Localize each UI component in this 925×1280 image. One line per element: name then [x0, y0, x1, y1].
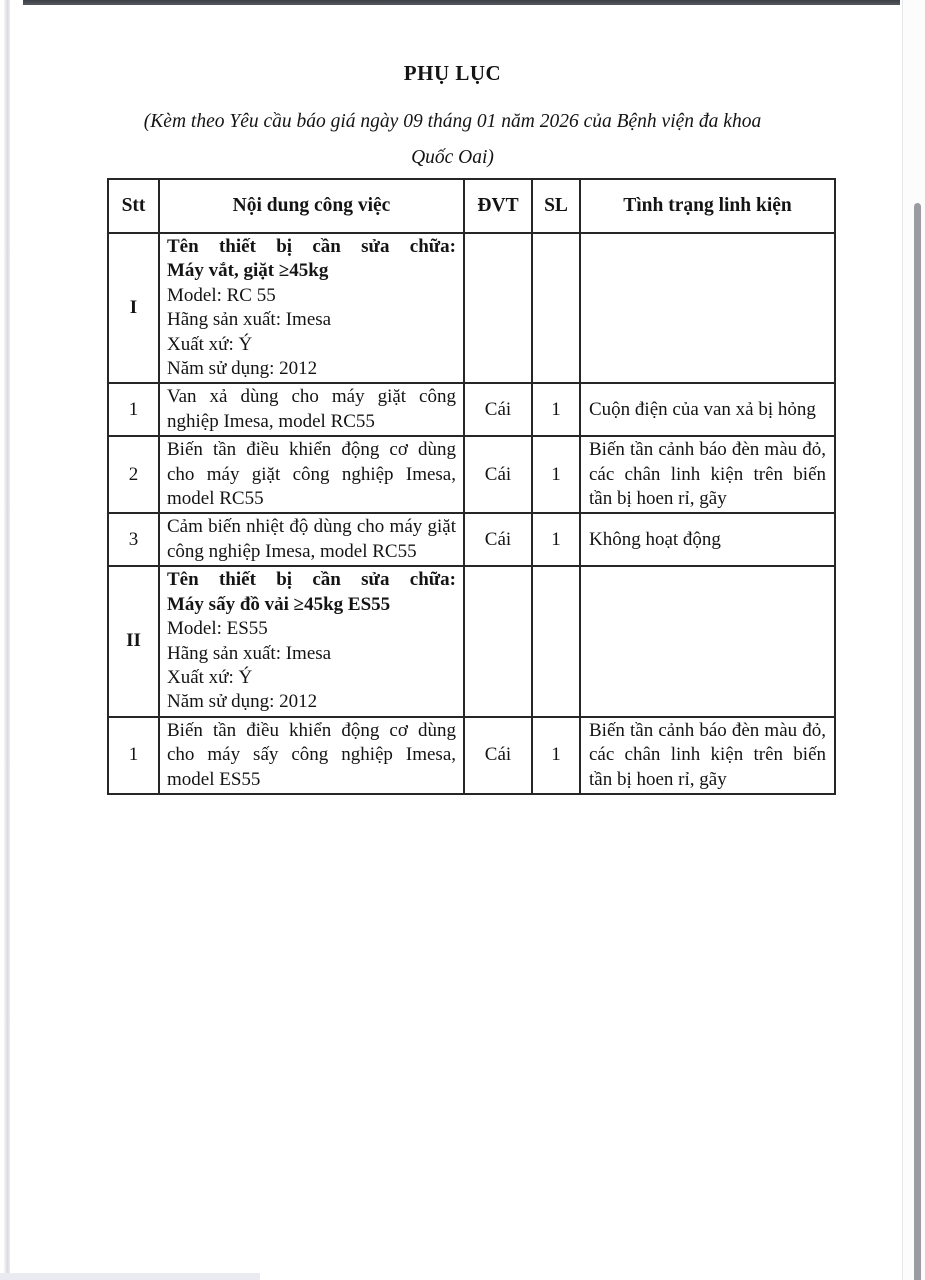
scrollbar-track[interactable] — [902, 0, 925, 1280]
cell-stt: I — [108, 233, 159, 383]
device-detail: Hãng sản xuất: Imesa — [167, 309, 332, 331]
parts-table — [107, 178, 836, 795]
cell-content: Cảm biến nhiệt độ dùng cho máy giặt công nghiệp Imesa, model RC55 — [159, 513, 464, 566]
cell-sl: 1 — [532, 717, 580, 794]
cell-sl — [532, 233, 580, 383]
page-bottom-edge-artifact — [0, 1273, 260, 1280]
cell-status: Biến tần cảnh báo đèn màu đỏ, các chân linh kiện trên biến tần bị hoen rỉ, gãy — [580, 717, 835, 794]
device-name: Máy sấy đồ vải ≥45kg ES55 — [167, 593, 391, 615]
cell-dvt: Cái — [464, 383, 532, 436]
page-title: PHỤ LỤC — [403, 61, 502, 85]
table-row-section-2 — [108, 566, 835, 716]
device-detail: Xuất xứ: Ý — [167, 666, 253, 688]
header-sl: SL — [532, 179, 580, 233]
device-detail: Năm sử dụng: 2012 — [167, 691, 318, 713]
doc-subtitle — [0, 104, 905, 176]
cell-content: Biến tần điều khiển động cơ dùng cho máy giặt công nghiệp Imesa, model RC55 — [159, 436, 464, 513]
page-top-edge-artifact — [23, 0, 900, 5]
header-stt: Stt — [108, 179, 159, 233]
device-heading: Tên thiết bị cần sửa chữa: — [167, 569, 456, 591]
table-header-row — [108, 179, 835, 233]
cell-dvt: Cái — [464, 436, 532, 513]
device-name: Máy vắt, giặt ≥45kg — [167, 260, 329, 282]
scrollbar-thumb[interactable] — [914, 203, 921, 1280]
cell-stt: 2 — [108, 436, 159, 513]
page-left-edge-artifact — [4, 0, 10, 1280]
cell-status: Cuộn điện của van xả bị hỏng — [580, 383, 835, 436]
cell-sl: 1 — [532, 383, 580, 436]
device-detail: Xuất xứ: Ý — [167, 333, 253, 355]
table-row-item — [108, 383, 835, 436]
table-row-item — [108, 436, 835, 513]
cell-status — [580, 566, 835, 716]
parts-table-wrapper — [107, 178, 836, 795]
cell-sl: 1 — [532, 513, 580, 566]
cell-content — [159, 233, 464, 383]
cell-stt: 3 — [108, 513, 159, 566]
cell-status — [580, 233, 835, 383]
cell-sl: 1 — [532, 436, 580, 513]
cell-sl — [532, 566, 580, 716]
device-detail: Hãng sản xuất: Imesa — [167, 642, 332, 664]
header-noi-dung: Nội dung công việc — [159, 179, 464, 233]
cell-dvt — [464, 233, 532, 383]
cell-content: Van xả dùng cho máy giặt công nghiệp Imesa, model RC55 — [159, 383, 464, 436]
cell-content — [159, 566, 464, 716]
cell-status: Biến tần cảnh báo đèn màu đỏ, các chân linh kiện trên biến tần bị hoen rỉ, gãy — [580, 436, 835, 513]
device-detail: Model: RC 55 — [167, 284, 276, 306]
device-heading: Tên thiết bị cần sửa chữa: — [167, 236, 456, 257]
cell-stt: 1 — [108, 383, 159, 436]
cell-stt: 1 — [108, 717, 159, 794]
cell-stt: II — [108, 566, 159, 716]
device-detail: Model: ES55 — [167, 618, 268, 640]
doc-subtitle-line-1: (Kèm theo Yêu cầu báo giá ngày 09 tháng 01 năm 2026 của Bệnh viện đa khoa — [143, 111, 762, 132]
cell-dvt: Cái — [464, 717, 532, 794]
table-row-item — [108, 717, 835, 794]
cell-dvt — [464, 566, 532, 716]
table-row-item — [108, 513, 835, 566]
device-detail: Năm sử dụng: 2012 — [167, 358, 318, 380]
header-tinh-trang: Tình trạng linh kiện — [580, 179, 835, 233]
cell-dvt: Cái — [464, 513, 532, 566]
table-row-section-1 — [108, 233, 835, 383]
header-dvt: ĐVT — [464, 179, 532, 233]
cell-status: Không hoạt động — [580, 513, 835, 566]
doc-subtitle-line-2: Quốc Oai) — [411, 147, 494, 168]
cell-content: Biến tần điều khiển động cơ dùng cho máy sấy công nghiệp Imesa, model ES55 — [159, 717, 464, 794]
